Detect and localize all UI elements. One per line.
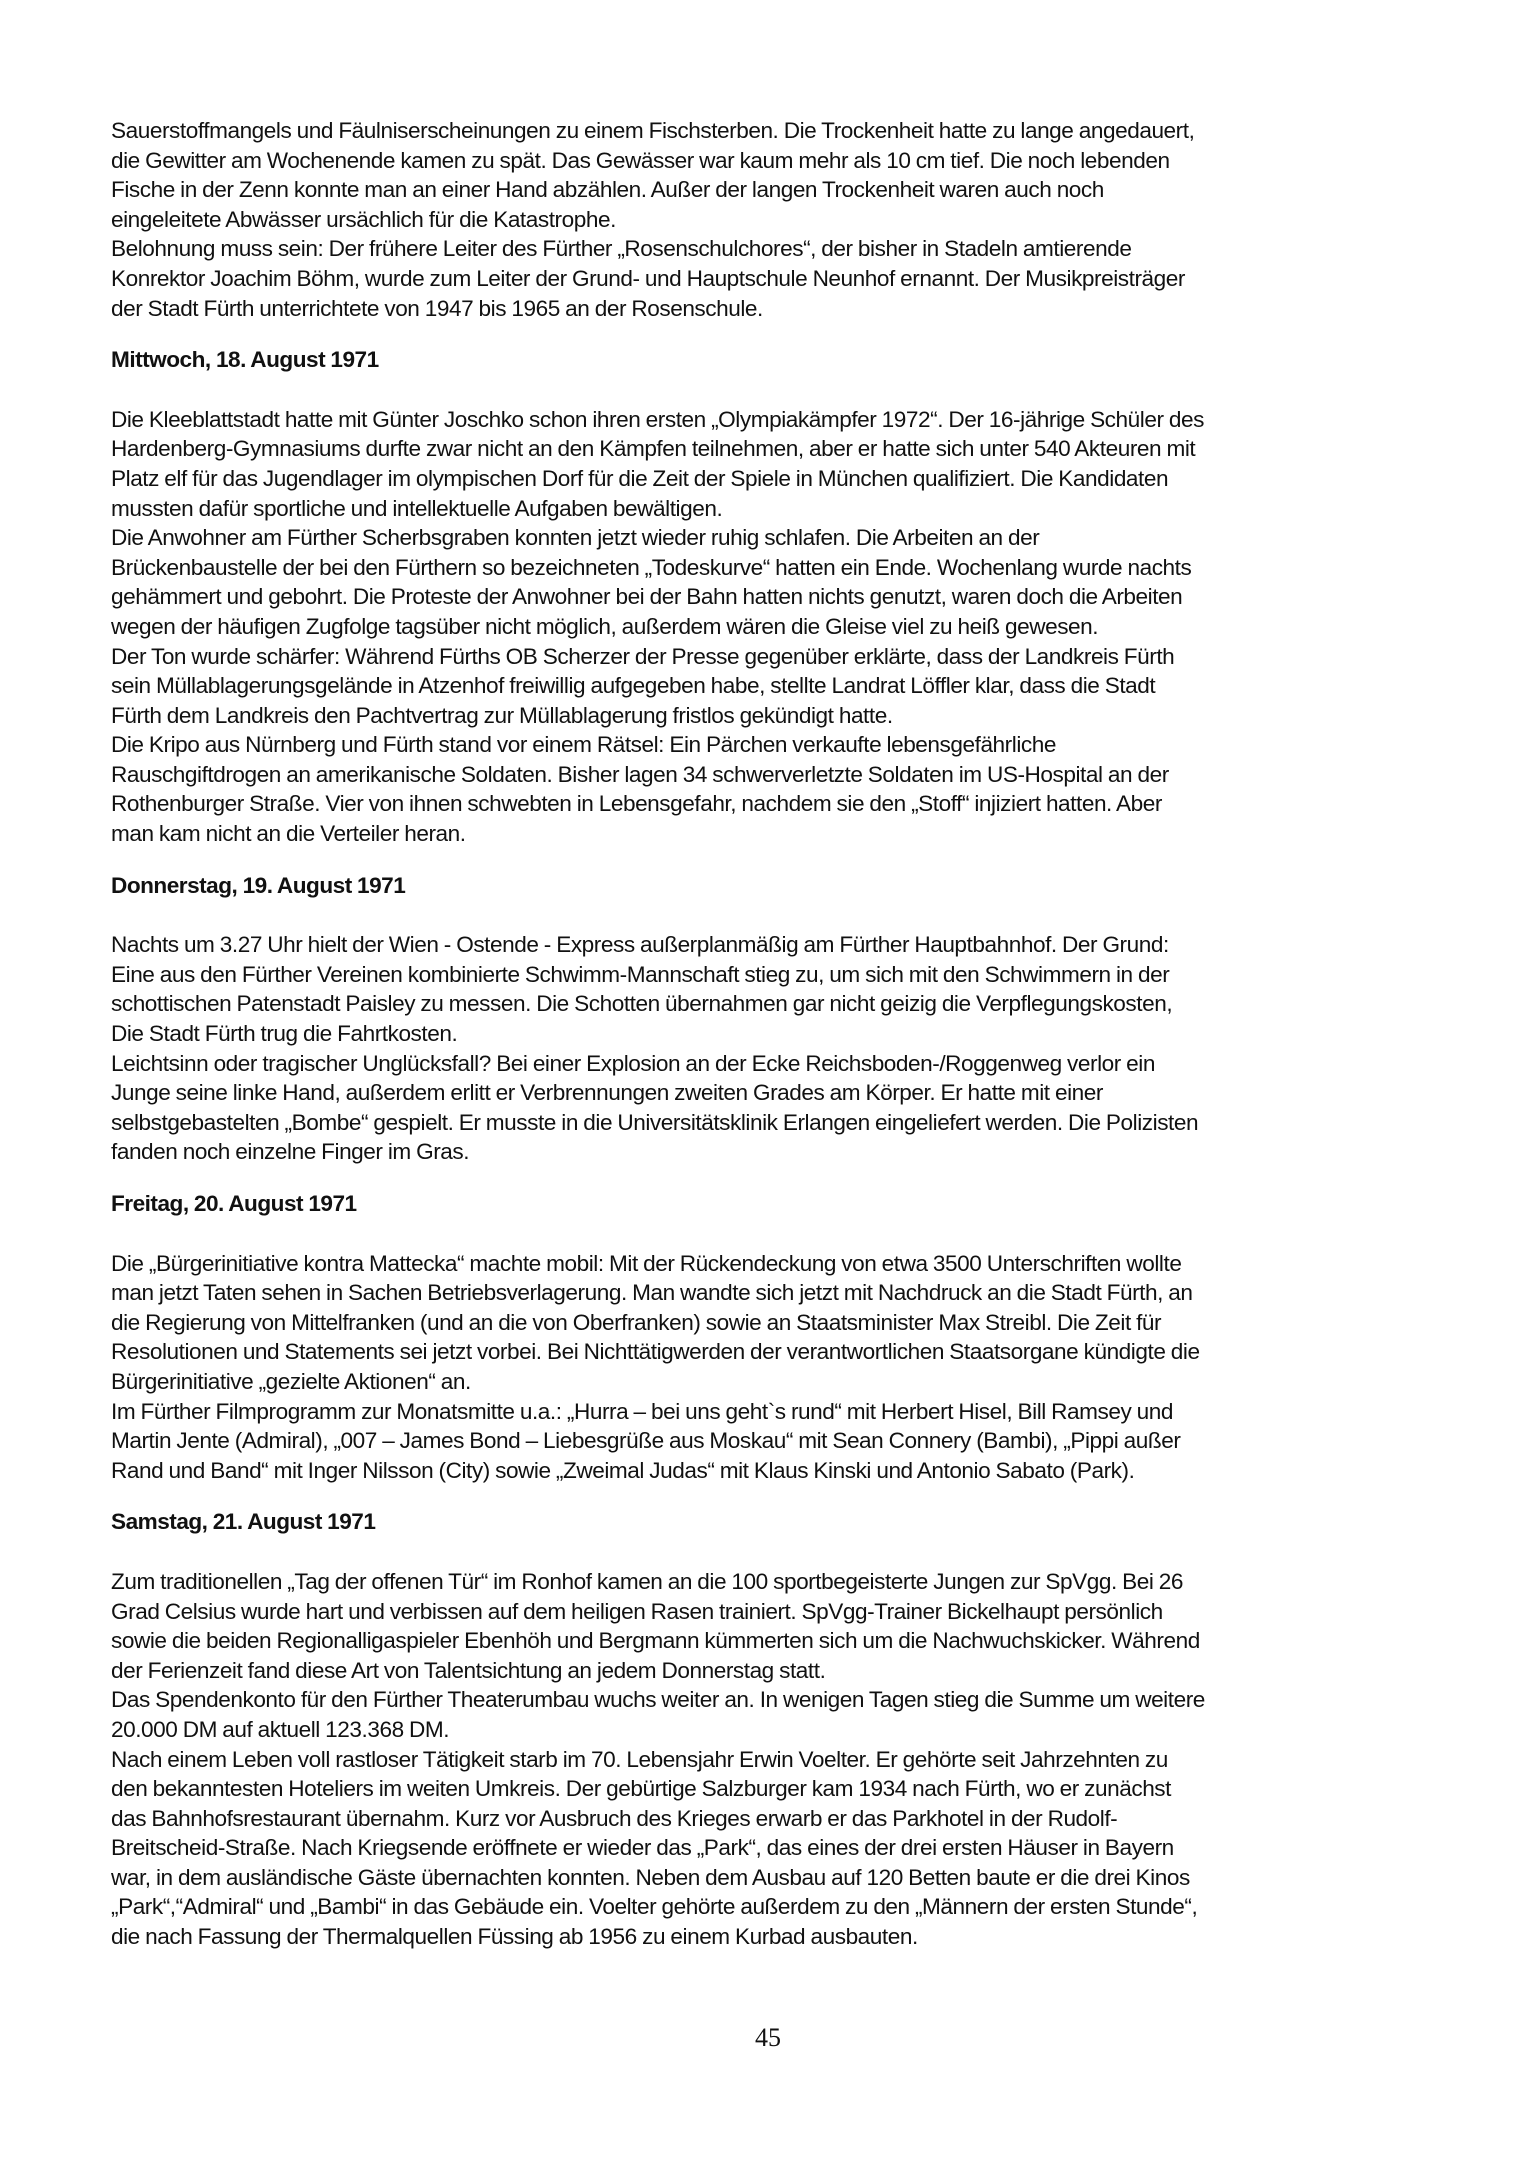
section-friday [111,1167,1431,1485]
text-line: war, in dem ausländische Gäste übernachten konnten. Neben dem Ausbau auf 120 Betten baute er die drei Kinos [111,1864,1190,1890]
text-line: eingeleitete Abwässer ursächlich für die Katastrophe. [111,206,616,232]
text-line: Brückenbaustelle der bei den Fürthern so bezeichneten „Todeskurve“ hatten ein Ende. Wochenlang wurde nachts [111,554,1192,580]
spacer [111,1537,1431,1567]
text-line: Im Fürther Filmprogramm zur Monatsmitte u.a.: „Hurra – bei uns geht`s rund“ mit Herbert Hisel, Bill Ramsey und [111,1398,1173,1424]
text-line: schottischen Patenstadt Paisley zu messen. Die Schotten übernahmen gar nicht geizig die Verpflegungskosten, [111,991,1173,1017]
spacer [111,849,1431,871]
section-heading: Samstag, 21. August 1971 [111,1509,376,1535]
text-line: wegen der häufigen Zugfolge tagsüber nicht möglich, außerdem wären die Gleise viel zu heiß gewesen. [111,613,1099,639]
text-line: sein Müllablagerungsgelände in Atzenhof freiwillig aufgegeben habe, stellte Landrat Löffler klar, dass die Stadt [111,673,1156,699]
section-heading: Donnerstag, 19. August 1971 [111,872,406,898]
text-line: Rauschgiftdrogen an amerikanische Soldaten. Bisher lagen 34 schwerverletzte Soldaten im US-Hospital an der [111,761,1169,787]
text-line: Die „Bürgerinitiative kontra Mattecka“ machte mobil: Mit der Rückendeckung von etwa 3500 Unterschriften wollte [111,1250,1182,1276]
document-page [111,116,1431,1952]
text-line: 20.000 DM auf aktuell 123.368 DM. [111,1716,450,1742]
text-line: fanden noch einzelne Finger im Gras. [111,1139,470,1165]
text-line: der Ferienzeit fand diese Art von Talentsichtung an jedem Donnerstag statt. [111,1657,826,1683]
section-heading: Mittwoch, 18. August 1971 [111,347,379,373]
text-line: die nach Fassung der Thermalquellen Füssing ab 1956 zu einem Kurbad ausbauten. [111,1924,918,1950]
text-line: Die Kripo aus Nürnberg und Fürth stand vor einem Rätsel: Ein Pärchen verkaufte lebensgefährliche [111,732,1056,758]
text-line: Konrektor Joachim Böhm, wurde zum Leiter der Grund- und Hauptschule Neunhof ernannt. Der Musikpreisträger [111,265,1185,291]
text-line: Sauerstoffmangels und Fäulniserscheinungen zu einem Fischsterben. Die Trockenheit hatte zu lange angedauert, [111,118,1195,143]
text-line: Nachts um 3.27 Uhr hielt der Wien - Ostende - Express außerplanmäßig am Fürther Hauptbahnhof. Der Grund: [111,932,1169,958]
spacer [111,900,1431,930]
text-line: Leichtsinn oder tragischer Unglücksfall? Bei einer Explosion an der Ecke Reichsboden-/Roggenweg verlor ein [111,1050,1155,1076]
section-wednesday [111,323,1431,849]
text-line: Hardenberg-Gymnasiums durfte zwar nicht an den Kämpfen teilnehmen, aber er hatte sich unter 540 Akteuren mit [111,436,1196,462]
text-line: die Regierung von Mittelfranken (und an die von Oberfranken) sowie an Staatsminister Max Streibl. Die Zeit für [111,1309,1162,1335]
text-line: Fürth dem Landkreis den Pachtvertrag zur Müllablagerung fristlos gekündigt hatte. [111,702,893,728]
text-line: Platz elf für das Jugendlager im olympischen Dorf für die Zeit der Spiele in München qualifiziert. Die Kandidaten [111,465,1169,491]
spacer [111,1219,1431,1249]
text-line: Nach einem Leben voll rastloser Tätigkeit starb im 70. Lebensjahr Erwin Voelter. Er gehörte seit Jahrzehnten zu [111,1746,1168,1772]
intro-text-block [111,116,1431,323]
text-line: den bekanntesten Hoteliers im weiten Umkreis. Der gebürtige Salzburger kam 1934 nach Fürth, wo er zunächst [111,1776,1171,1802]
text-line: Belohnung muss sein: Der frühere Leiter des Fürther „Rosenschulchores“, der bisher in Stadeln amtierende [111,236,1132,262]
text-line: Breitscheid-Straße. Nach Kriegsende eröffnete er wieder das „Park“, das eines der drei ersten Häuser in Bayern [111,1835,1174,1861]
text-line: „Park“,“Admiral“ und „Bambi“ in das Gebäude ein. Voelter gehörte außerdem zu den „Männern der ersten Stunde“, [111,1894,1198,1920]
page-number: 45 [755,2023,781,2052]
text-line: Der Ton wurde schärfer: Während Fürths OB Scherzer der Presse gegenüber erklärte, dass der Landkreis Fürth [111,643,1175,669]
text-line: Bürgerinitiative „gezielte Aktionen“ an. [111,1368,471,1394]
text-line: der Stadt Fürth unterrichtete von 1947 bis 1965 an der Rosenschule. [111,295,763,321]
section-saturday [111,1485,1431,1951]
text-line: Zum traditionellen „Tag der offenen Tür“ im Ronhof kamen an die 100 sportbegeisterte Jungen zur SpVgg. Bei 26 [111,1568,1183,1594]
text-line: Die Stadt Fürth trug die Fahrtkosten. [111,1021,458,1047]
section-thursday [111,849,1431,1167]
text-line: sowie die beiden Regionalligaspieler Ebenhöh und Bergmann kümmerten sich um die Nachwuchskicker. Während [111,1628,1200,1654]
text-line: das Bahnhofsrestaurant übernahm. Kurz vor Ausbruch des Krieges erwarb er das Parkhotel in der Rudolf- [111,1805,1118,1831]
text-line: Fische in der Zenn konnte man an einer Hand abzählen. Außer der langen Trockenheit waren auch noch [111,177,1104,203]
text-line: Eine aus den Fürther Vereinen kombinierte Schwimm-Mannschaft stieg zu, um sich mit den Schwimmern in der [111,961,1170,987]
text-line: Resolutionen und Statements sei jetzt vorbei. Bei Nichttätigwerden der verantwortlichen Staatsorgane kündigte die [111,1339,1200,1365]
text-line: die Gewitter am Wochenende kamen zu spät. Das Gewässer war kaum mehr als 10 cm tief. Die noch lebenden [111,147,1170,173]
spacer [111,1167,1431,1189]
text-line: Rothenburger Straße. Vier von ihnen schwebten in Lebensgefahr, nachdem sie den „Stoff“ injiziert hatten. Aber [111,791,1162,817]
spacer [111,375,1431,405]
section-heading: Freitag, 20. August 1971 [111,1191,357,1216]
text-line: Das Spendenkonto für den Fürther Theaterumbau wuchs weiter an. In wenigen Tagen stieg die Summe um weitere [111,1687,1205,1713]
text-line: mussten dafür sportliche und intellektuelle Aufgaben bewältigen. [111,495,723,521]
text-line: man kam nicht an die Verteiler heran. [111,821,466,847]
text-line: Rand und Band“ mit Inger Nilsson (City) sowie „Zweimal Judas“ mit Klaus Kinski und Antonio Sabato (Park). [111,1457,1135,1483]
text-line: Martin Jente (Admiral), „007 – James Bond – Liebesgrüße aus Moskau“ mit Sean Connery (Bambi), „Pippi außer [111,1428,1181,1454]
text-line: Die Anwohner am Fürther Scherbsgraben konnten jetzt wieder ruhig schlafen. Die Arbeiten an der [111,525,1040,551]
text-line: Die Kleeblattstadt hatte mit Günter Joschko schon ihren ersten „Olympiakämpfer 1972“. Der 16-jährige Schüler des [111,406,1204,432]
text-line: man jetzt Taten sehen in Sachen Betriebsverlagerung. Man wandte sich jetzt mit Nachdruck an die Stadt Fürth, an [111,1280,1193,1306]
spacer [111,323,1431,345]
text-line: gehämmert und gebohrt. Die Proteste der Anwohner bei der Bahn hatten nichts genutzt, waren doch die Arbeiten [111,584,1183,610]
text-line: Junge seine linke Hand, außerdem erlitt er Verbrennungen zweiten Grades am Körper. Er hatte mit einer [111,1080,1103,1106]
text-line: Grad Celsius wurde hart und verbissen auf dem heiligen Rasen trainiert. SpVgg-Trainer Bickelhaupt persönlich [111,1598,1163,1624]
text-line: selbstgebastelten „Bombe“ gespielt. Er musste in die Universitätsklinik Erlangen eingeliefert werden. Die Polizisten [111,1109,1199,1135]
spacer [111,1485,1431,1507]
